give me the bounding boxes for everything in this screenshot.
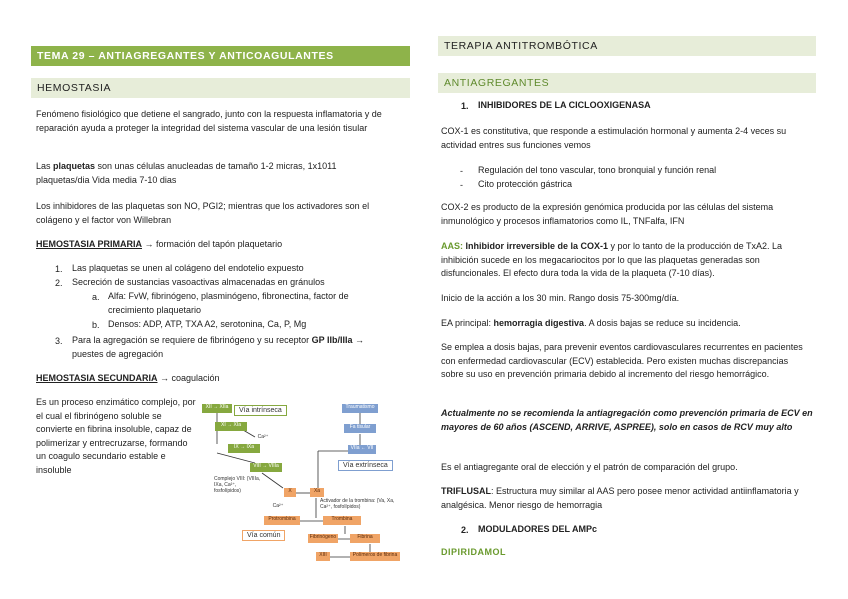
list-letter-a: a. — [92, 292, 100, 302]
ea-post: . A dosis bajas se reduce su incidencia. — [584, 318, 741, 328]
factor-xiii-box: XIII — [316, 552, 330, 561]
triflusal-bold: TRIFLUSAL — [441, 486, 491, 496]
calcium-label-1: Ca²⁺ — [257, 434, 269, 440]
cox2-paragraph: COX-2 es producto de la expresión genómica producida por las células del sistema inmunológico y procesos inflamatorios como IL, TNFalfa, IFN — [441, 202, 774, 226]
topic-title-bar — [31, 46, 410, 66]
item3-post: → — [352, 335, 365, 345]
section-bar-antiagregantes — [438, 73, 816, 93]
triflusal-paragraph — [441, 485, 813, 512]
terapia-title: TERAPIA ANTITROMBÓTICA — [444, 40, 598, 52]
list-letter-b: b. — [92, 320, 100, 330]
factor-ix-box: IX → IXa — [228, 444, 260, 453]
fibrinogeno-box: Fibrinógeno — [308, 534, 338, 543]
list-number-1: 1. — [55, 264, 63, 274]
aas-rest: y por lo tanto de la producción de TxA2. La inhibición sucede en los megacariocitos por lo que las plaquetas generadas son disfuncionales. El efecto dura toda la vida de la plaqueta (7-10 días). — [441, 241, 782, 278]
fibrina-box: Fibrina — [350, 534, 380, 543]
secundaria-post: → coagulación — [157, 373, 220, 383]
factor-viii-box: VIII → VIIIa — [250, 463, 282, 472]
topic-title: TEMA 29 – ANTIAGREGANTES Y ANTICOAGULANTES — [37, 50, 334, 62]
terapia-title-bar — [438, 36, 816, 56]
heading-number-1: 1. — [461, 101, 469, 111]
aas-label: AAS: — [441, 241, 463, 251]
factor-vii-box: VIIa ← VII — [348, 445, 376, 454]
list-number-2: 2. — [55, 278, 63, 288]
factor-x-box: X — [284, 488, 296, 497]
aas-bold: Inhibidor irreversible de la COX-1 — [463, 241, 609, 251]
ea-bold: hemorragia digestiva — [493, 318, 585, 328]
activador-trombina-label: Activador de la trombina: (Va, Xa, Ca²⁺, fosfolípidos) — [320, 498, 395, 510]
dipiridamol-heading: DIPIRIDAMOL — [441, 547, 506, 557]
hemostasia-definition: Fenómeno fisiológico que detiene el sangrado, junto con la respuesta inflamatoria y de reparación ayuda a proteger la integridad del sistema vascular de una lesión tisular — [36, 109, 382, 133]
coagulation-description: Es un proceso enzimático complejo, por el cual el fibrinógeno soluble se convierte en fibrina insoluble, capaz de polimerizar y entrecruzarse, formando un coagulo secundario estable e insoluble — [36, 397, 196, 475]
ea-pre: EA principal: — [441, 318, 494, 328]
plaquetas-post: son unas células anucleadas de tamaño 1-2 micras, 1x1011 plaquetas/dia Vida media 7-10 dias — [36, 161, 337, 185]
factor-tisular-box: Fa tisular — [344, 424, 376, 433]
heading-number-2: 2. — [461, 525, 469, 535]
primaria-sub-b: Densos: ADP, ATP, TXA A2, serotonina, Ca, P, Mg — [108, 319, 307, 329]
calcium-label-2: Ca²⁺ — [272, 503, 284, 509]
hemostasia-primaria-heading — [36, 238, 402, 252]
complejo-viii-label: Complejo VIII: (VIIIa, IXa, Ca²⁺, fosfolípidos) — [214, 476, 261, 494]
inhibitors-paragraph: Los inhibidores de las plaquetas son NO, PGI2; mientras que los activadores son el colágeno y el factor von Willebran — [36, 201, 370, 225]
primaria-item-2: Secreción de sustancias vasoactivas almacenadas en gránulos — [72, 277, 325, 287]
via-comun-label: Vía común — [242, 530, 285, 541]
primaria-sub-a-cont: crecimiento plaquetario — [108, 305, 202, 315]
cox1-function-1: Regulación del tono vascular, tono bronquial y función renal — [478, 165, 717, 175]
antiagregantes-title: ANTIAGREGANTES — [444, 77, 550, 89]
heading-ampc-modulators: MODULADORES DEL AMPc — [478, 524, 598, 534]
trombina-box: Trombina — [323, 516, 361, 525]
heading-cox-inhibitors: INHIBIDORES DE LA CICLOOXIGENASA — [478, 100, 651, 110]
eleccion-paragraph: Es el antiagregante oral de elección y el patrón de comparación del grupo. — [441, 462, 738, 472]
factor-xii-box: XII → XIIa — [202, 404, 232, 413]
primaria-item-3-cont: puestes de agregación — [72, 349, 164, 359]
section-bar-hemostasia — [31, 78, 410, 98]
protrombina-box: Protrombina — [264, 516, 300, 525]
item3-bold: GP IIb/IIIa — [311, 335, 353, 345]
secundaria-bold: HEMOSTASIA SECUNDARIA — [36, 373, 158, 383]
list-number-3: 3. — [55, 336, 63, 346]
plaquetas-bold: plaquetas — [53, 161, 96, 171]
uso-paragraph: Se emplea a dosis bajas, para prevenir eventos cardiovasculares recurrentes en pacientes con enfermedad cardiovascular (ECV) establecida. Pero existen muchas discrepancias sobre su uso en prevención primaria debido al incremento del riesgo hemorrágico. — [441, 342, 803, 379]
coagulation-diagram — [200, 400, 410, 562]
primaria-post: → formación del tapón plaquetario — [142, 239, 283, 249]
via-intrinseca-label: Vía intrínseca — [234, 405, 287, 416]
via-extrinseca-label: Vía extrínseca — [338, 460, 393, 471]
factor-xa-box: Xa — [310, 488, 324, 497]
cox1-paragraph: COX-1 es constitutiva, que responde a estimulación hormonal y aumenta 2-4 veces su actividad entres sus funciones vemos — [441, 126, 787, 150]
plaquetas-pre: Las — [36, 161, 54, 171]
triflusal-rest: : Estructura muy similar al AAS pero posee menor actividad antiinflamatoria y analgésica. Menor riesgo de hemorragia — [441, 486, 799, 510]
polimeros-fibrina-box: Polímeros de fibrina — [350, 552, 400, 561]
primaria-bold: HEMOSTASIA PRIMARIA — [36, 239, 143, 249]
primaria-item-1: Las plaquetas se unen al colágeno del endotelio expuesto — [72, 263, 304, 273]
cox1-function-2: Cito protección gástrica — [478, 179, 573, 189]
plaquetas-paragraph — [36, 160, 386, 187]
aas-paragraph — [441, 240, 813, 281]
section-title: HEMOSTASIA — [37, 82, 112, 94]
traumatismo-box: Traumatismo — [342, 404, 378, 413]
bullet-dash-2: - — [460, 180, 463, 190]
inicio-accion-paragraph: Inicio de la acción a los 30 min. Rango dosis 75-300mg/día. — [441, 293, 680, 303]
primaria-sub-a: Alfa: FvW, fibrinógeno, plasminógeno, fibronectina, factor de — [108, 291, 349, 301]
factor-xi-box: XI → XIa — [215, 422, 247, 431]
primaria-item-3 — [72, 334, 402, 348]
bullet-dash-1: - — [460, 166, 463, 176]
efecto-adverso-paragraph — [441, 317, 813, 331]
item3-pre: Para la agregación se requiere de fibrinógeno y su receptor — [72, 335, 312, 345]
hemostasia-secundaria-heading — [36, 372, 402, 386]
recommendation-paragraph: Actualmente no se recomienda la antiagregación como prevención primaria de ECV en mayores de 60 años (ASCEND, ARRIVE, ASPREE), solo en casos de RCV muy alto — [441, 408, 813, 432]
